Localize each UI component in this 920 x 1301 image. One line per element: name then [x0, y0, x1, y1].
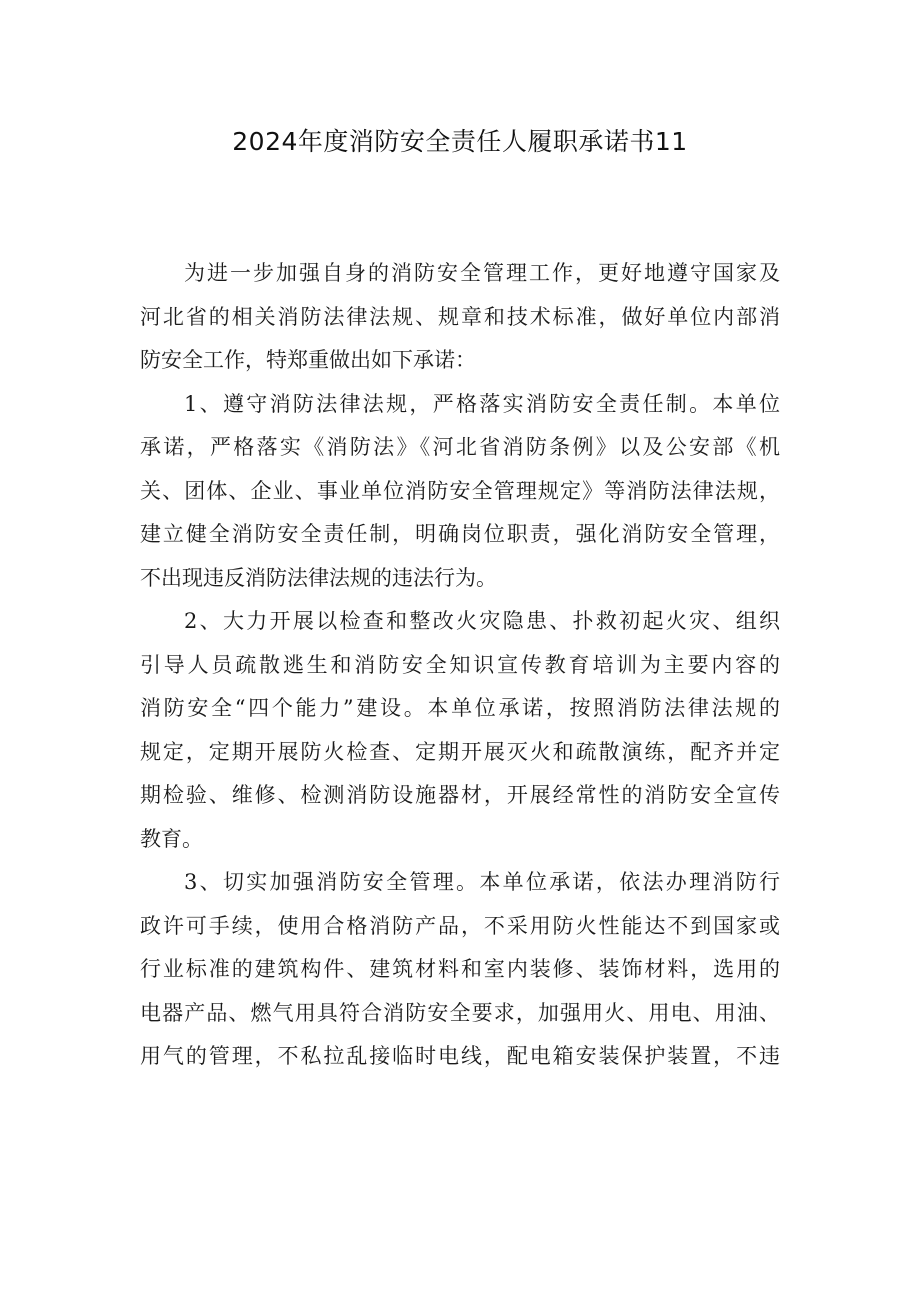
document-title: 2024年度消防安全责任人履职承诺书11 [232, 127, 688, 156]
document-body [140, 252, 780, 1079]
paragraph-item-1 [140, 383, 780, 601]
text-line: 引导人员疏散逃生和消防安全知识宣传教育培训为主要内容的 [140, 652, 780, 677]
text-line: 电器产品、燃气用具符合消防安全要求，加强用火、用电、用油、 [140, 1000, 780, 1025]
text-line: 消防安全“四个能力”建设。本单位承诺，按照消防法律法规的 [140, 696, 780, 720]
paragraph-item-2 [140, 600, 780, 861]
text-line: 防安全工作，特郑重做出如下承诺： [140, 348, 476, 372]
text-line: 政许可手续，使用合格消防产品，不采用防火性能达不到国家或 [140, 913, 780, 938]
text-line: 不出现违反消防法律法规的违法行为。 [140, 565, 497, 590]
text-line: 建立健全消防安全责任制，明确岗位职责，强化消防安全管理， [140, 522, 780, 546]
text-line: 3、切实加强消防安全管理。本单位承诺，依法办理消防行 [184, 870, 780, 894]
text-line: 河北省的相关消防法律法规、规章和技术标准，做好单位内部消 [140, 304, 780, 329]
text-line: 承诺，严格落实《消防法》《河北省消防条例》以及公安部《机 [140, 435, 780, 459]
text-line: 行业标准的建筑构件、建筑材料和室内装修、装饰材料，选用的 [140, 957, 780, 981]
paragraph-item-3 [140, 861, 780, 1079]
text-line: 用气的管理，不私拉乱接临时电线，配电箱安装保护装置，不违 [140, 1044, 780, 1068]
text-line: 期检验、维修、检测消防设施器材，开展经常性的消防安全宣传 [140, 783, 780, 807]
text-line: 规定，定期开展防火检查、定期开展灭火和疏散演练，配齐并定 [140, 739, 780, 764]
text-line: 1、遵守消防法律法规，严格落实消防安全责任制。本单位 [184, 391, 780, 416]
text-line: 2、大力开展以检查和整改火灾隐患、扑救初起火灾、组织 [184, 609, 780, 633]
text-line: 为进一步加强自身的消防安全管理工作，更好地遵守国家及 [184, 261, 780, 285]
paragraph-intro [140, 252, 780, 383]
text-line: 教育。 [140, 826, 203, 851]
text-line: 关、团体、企业、事业单位消防安全管理规定》等消防法律法规， [140, 478, 780, 503]
